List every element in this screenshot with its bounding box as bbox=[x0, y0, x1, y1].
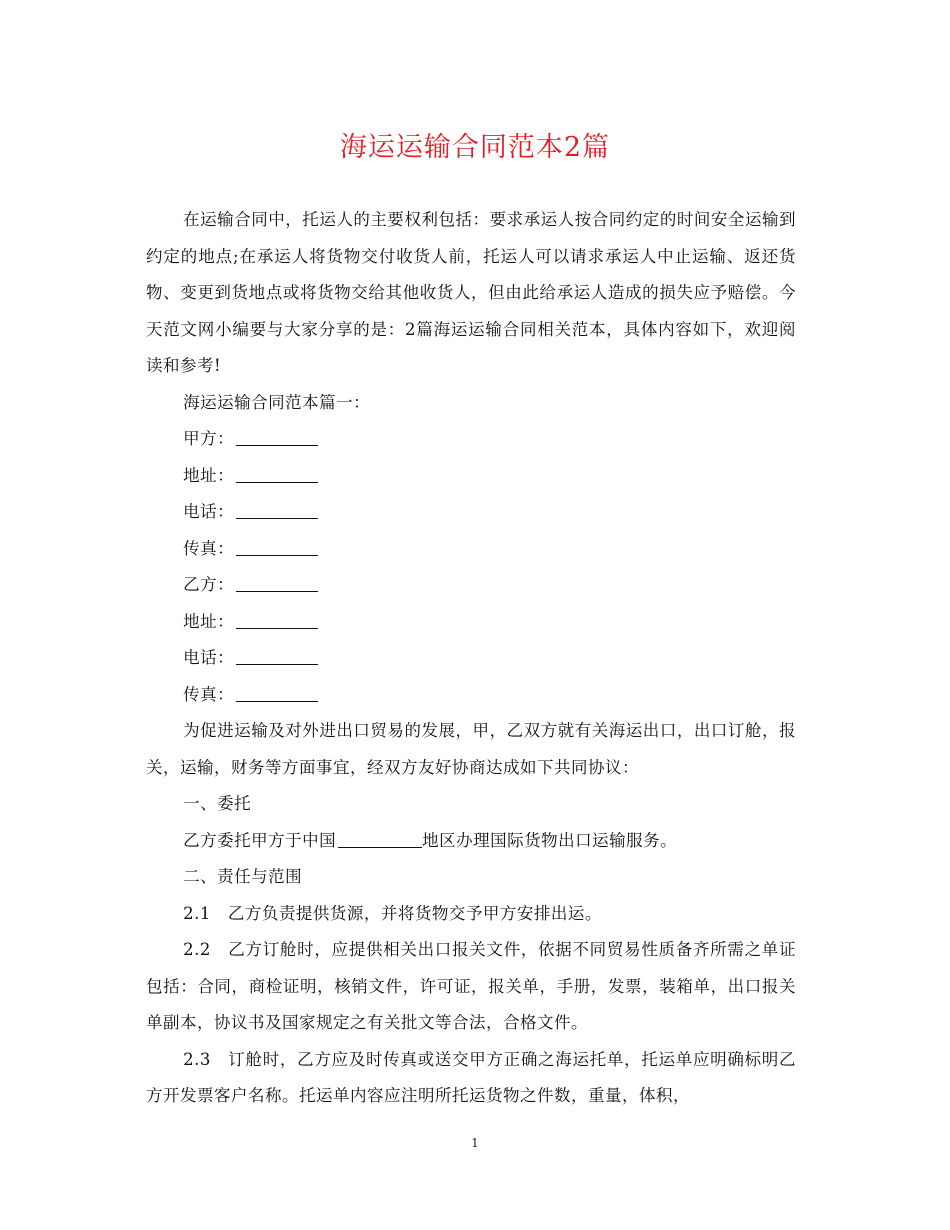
document-title: 海运运输合同范本2篇 bbox=[339, 132, 611, 163]
clause2-2-paragraph: 2.2 乙方订舱时，应提供相关出口报关文件，依据不同贸易性质备齐所需之单证包括：合同，商检证明，核销文件，许可证，报关单，手册，发票，装箱单，出口报关单副本，协议书及国家规定之有关批文等合法，合格文件。 bbox=[146, 940, 796, 1032]
clause1-text-after: 地区办理国际货物出口运输服务。 bbox=[422, 830, 678, 850]
clause2-1-paragraph: 2.1 乙方负责提供货源，并将货物交予甲方安排出运。 bbox=[183, 903, 602, 923]
party-b-name-field bbox=[146, 567, 796, 604]
party-b-phone-blank bbox=[236, 648, 318, 666]
party-a-fax-label: 传真： bbox=[183, 538, 235, 558]
party-b-name-label: 乙方： bbox=[183, 575, 235, 594]
party-a-fax-field bbox=[146, 531, 796, 568]
clause1-heading: 一、委托 bbox=[183, 794, 252, 813]
party-b-address-label: 地址： bbox=[183, 611, 235, 631]
section-heading: 海运运输合同范本篇一： bbox=[183, 392, 371, 412]
party-b-fax-blank bbox=[236, 684, 318, 702]
party-b-name-blank bbox=[236, 575, 318, 593]
party-b-phone-field bbox=[146, 640, 796, 677]
preamble-paragraph: 为促进运输及对外进出口贸易的发展，甲，乙双方就有关海运出口，出口订舱，报关，运输，财务等方面事宜，经双方友好协商达成如下共同协议： bbox=[146, 721, 796, 777]
party-a-address-label: 地址： bbox=[183, 465, 235, 485]
clause1-text-before: 乙方委托甲方于中国 bbox=[183, 830, 337, 850]
party-a-address-blank bbox=[236, 465, 318, 483]
clause1-region-blank bbox=[338, 830, 422, 848]
party-b-fax-field bbox=[146, 677, 796, 714]
party-a-fax-blank bbox=[236, 538, 318, 556]
party-a-name-field bbox=[146, 421, 796, 458]
clause2-3-paragraph: 2.3 订舱时，乙方应及时传真或送交甲方正确之海运托单，托运单应明确标明乙方开发票客户名称。托运单内容应注明所托运货物之件数，重量，体积， bbox=[146, 1049, 796, 1105]
party-a-phone-blank bbox=[236, 502, 318, 520]
page-number: 1 bbox=[471, 1136, 479, 1150]
clause1-paragraph bbox=[146, 823, 796, 860]
document-body bbox=[146, 202, 796, 1115]
intro-paragraph: 在运输合同中，托运人的主要权利包括：要求承运人按合同约定的时间安全运输到约定的地点;在承运人将货物交付收货人前，托运人可以请求承运人中止运输、返还货物、变更到货地点或将货物交给其他收货人，但由此给承运人造成的损失应予赔偿。今天范文网小编要与大家分享的是：2篇海运运输合同相关范本，具体内容如下，欢迎阅读和参考! bbox=[146, 210, 796, 375]
party-a-name-blank bbox=[236, 429, 318, 447]
party-b-address-field bbox=[146, 604, 796, 641]
party-b-address-blank bbox=[236, 611, 318, 629]
party-a-name-label: 甲方： bbox=[183, 429, 235, 448]
party-a-phone-field bbox=[146, 494, 796, 531]
party-a-address-field bbox=[146, 458, 796, 495]
party-a-phone-label: 电话： bbox=[183, 502, 235, 521]
party-b-fax-label: 传真： bbox=[183, 684, 235, 704]
party-b-phone-label: 电话： bbox=[183, 648, 235, 667]
clause2-heading: 二、责任与范围 bbox=[183, 867, 303, 886]
